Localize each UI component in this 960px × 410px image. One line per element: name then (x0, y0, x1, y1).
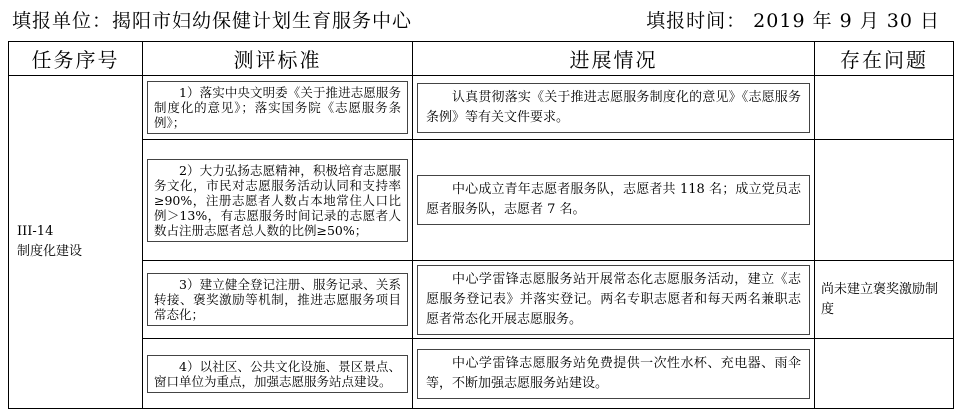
table-row (9, 261, 954, 339)
col-task-no: 任务序号 (9, 42, 143, 76)
col-standard: 测评标准 (143, 42, 413, 76)
col-progress: 进展情况 (413, 42, 815, 76)
issue-text (815, 339, 954, 409)
table-row (9, 140, 954, 261)
report-unit: 填报单位：揭阳市妇幼保健计划生育服务中心 (12, 10, 413, 32)
issue-text: 尚未建立褒奖激励制度 (815, 261, 954, 339)
standard-text: 1）落实中央文明委《关于推进志愿服务制度化的意见》；落实国务院《志愿服务条例》； (147, 81, 408, 134)
table-row (9, 339, 954, 409)
progress-table (8, 41, 954, 409)
issue-text (815, 140, 954, 261)
task-name: 制度化建设 (17, 244, 83, 259)
progress-text: 中心学雷锋志愿服务站开展常态化志愿服务活动，建立《志愿服务登记表》并落实登记。两名专职志愿者和每天两名兼职志愿者常态化开展志愿服务。 (417, 265, 810, 335)
standard-text: 3）建立健全登记注册、服务记录、关系转接、褒奖激励等机制，推进志愿服务项目常态化； (147, 273, 408, 326)
table-header-row (9, 42, 954, 76)
report-date: 填报时间： 2019 年 9 月 30 日 (646, 10, 940, 32)
progress-text: 中心成立青年志愿者服务队，志愿者共 118 名；成立党员志愿者服务队，志愿者 7 名。 (417, 175, 810, 225)
table-row (9, 76, 954, 140)
progress-text: 认真贯彻落实《关于推进志愿服务制度化的意见》《志愿服务条例》等有关文件要求。 (417, 83, 810, 133)
col-issue: 存在问题 (815, 42, 954, 76)
task-code: III-14 (17, 224, 54, 239)
issue-text (815, 76, 954, 140)
standard-text: 4）以社区、公共文化设施、景区景点、窗口单位为重点，加强志愿服务站点建设。 (147, 355, 408, 393)
progress-text: 中心学雷锋志愿服务站免费提供一次性水杯、充电器、雨伞等，不断加强志愿服务站建设。 (417, 349, 810, 399)
standard-text: 2）大力弘扬志愿精神，积极培育志愿服务文化，市民对志愿服务活动认同和支持率≥90%，注册志愿者人数占本地常住人口比例＞13%，有志愿服务时间记录的志愿者人数占注册志愿者总人数的比例≥50%； (147, 159, 408, 242)
task-cell (9, 76, 143, 409)
